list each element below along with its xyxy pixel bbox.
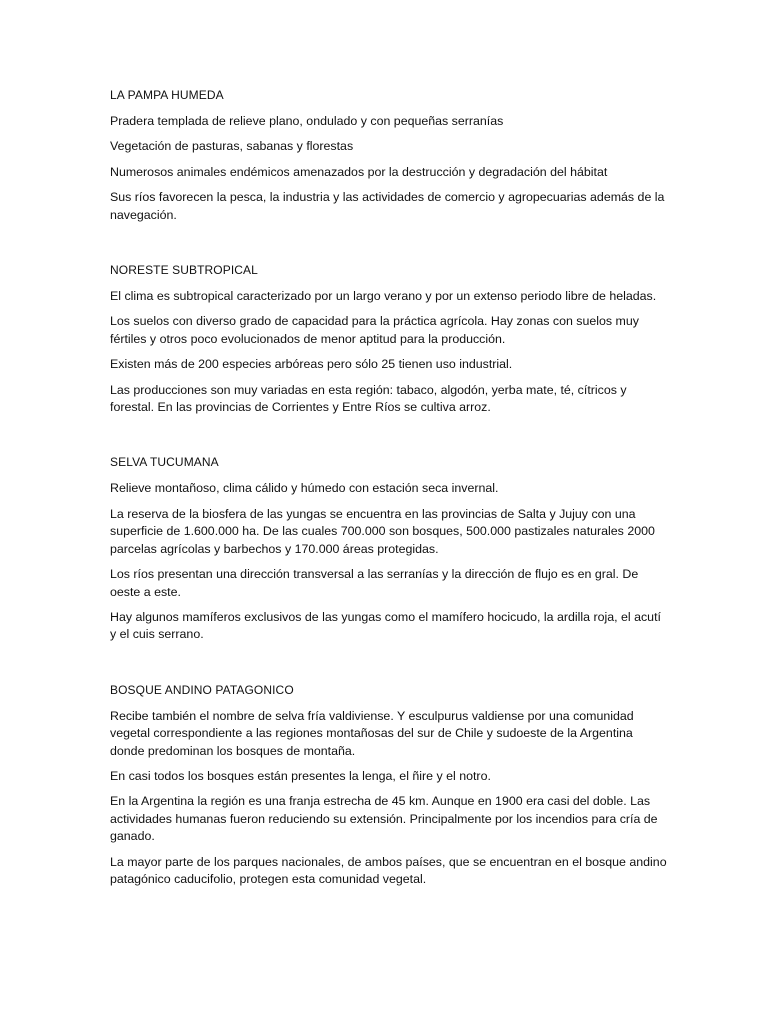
section-noreste-subtropical bbox=[110, 261, 670, 416]
document-page bbox=[110, 86, 670, 925]
paragraph: La reserva de la biosfera de las yungas se encuentra en las provincias de Salta y Jujuy con una superficie de 1.600.000 ha. De las cuales 700.000 son bosques, 500.000 pastizales naturales 2000 parcelas agrícolas y barbechos y 170.000 áreas protegidas. bbox=[110, 506, 655, 556]
section-pampa-humeda bbox=[110, 86, 670, 224]
section-bosque-andino-patagonico bbox=[110, 681, 670, 889]
section-title: NORESTE SUBTROPICAL bbox=[110, 263, 258, 278]
paragraph: Hay algunos mamíferos exclusivos de las yungas como el mamífero hocicudo, la ardilla roja, el acutí y el cuis serrano. bbox=[110, 609, 661, 642]
paragraph: El clima es subtropical caracterizado por un largo verano y por un extenso periodo libre de heladas. bbox=[110, 289, 657, 304]
section-selva-tucumana bbox=[110, 453, 670, 643]
paragraph: Pradera templada de relieve plano, ondulado y con pequeñas serranías bbox=[110, 114, 504, 128]
section-title: SELVA TUCUMANA bbox=[110, 455, 219, 470]
section-title: LA PAMPA HUMEDA bbox=[110, 88, 224, 102]
paragraph: Relieve montañoso, clima cálido y húmedo con estación seca invernal. bbox=[110, 481, 499, 496]
paragraph: Vegetación de pasturas, sabanas y florestas bbox=[110, 139, 354, 154]
section-title: BOSQUE ANDINO PATAGONICO bbox=[110, 682, 294, 697]
paragraph: La mayor parte de los parques nacionales, de ambos países, que se encuentran en el bosque andino patagónico caducifolio, protegen esta comunidad vegetal. bbox=[110, 854, 667, 886]
paragraph: Los suelos con diverso grado de capacidad para la práctica agrícola. Hay zonas con suelos muy fértiles y otros poco evolucionados de menor aptitud para la producción. bbox=[110, 314, 639, 346]
paragraph: Existen más de 200 especies arbóreas pero sólo 25 tienen uso industrial. bbox=[110, 357, 513, 372]
paragraph: En la Argentina la región es una franja estrecha de 45 km. Aunque en 1900 era casi del doble. Las actividades humanas fueron reduciendo su extensión. Principalmente por los incendios para cría de ganado. bbox=[110, 794, 658, 844]
paragraph: Las producciones son muy variadas en esta región: tabaco, algodón, yerba mate, té, cítricos y forestal. En las provincias de Corrientes y Entre Ríos se cultiva arroz. bbox=[110, 382, 627, 415]
paragraph: Sus ríos favorecen la pesca, la industria y las actividades de comercio y agropecuarias además de la navegación. bbox=[110, 190, 665, 222]
paragraph: En casi todos los bosques están presentes la lenga, el ñire y el notro. bbox=[110, 768, 491, 783]
paragraph: Numerosos animales endémicos amenazados por la destrucción y degradación del hábitat bbox=[110, 164, 608, 179]
paragraph: Recibe también el nombre de selva fría valdiviense. Y esculpurus valdiense por una comunidad vegetal correspondiente a las regiones montañosas del sur de Chile y sudoeste de la Argentina donde predominan los bosques de montaña. bbox=[110, 708, 634, 758]
paragraph: Los ríos presentan una dirección transversal a las serranías y la dirección de flujo es en gral. De oeste a este. bbox=[110, 567, 639, 599]
